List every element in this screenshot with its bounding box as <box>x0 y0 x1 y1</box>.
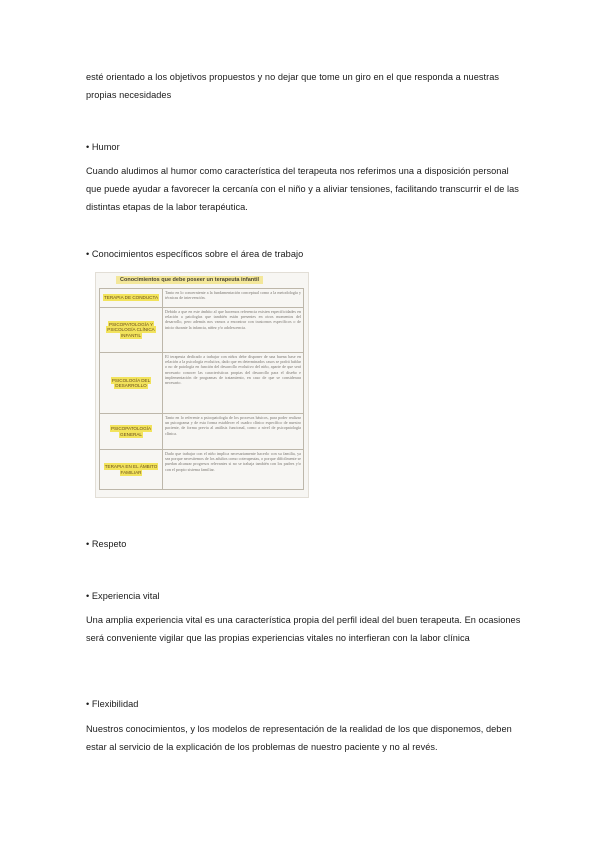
conocimientos-heading: • Conocimientos específicos sobre el área de trabajo <box>86 245 526 263</box>
humor-paragraph: Cuando aludimos al humor como característica del terapeuta nos referimos una a disposición personal que puede ayudar a favorecer la cercanía con el niño y a aliviar tensiones, facilitando transcurrir el de las distintas etapas de la labor terapéutica. <box>86 166 519 212</box>
flexibilidad-heading: • Flexibilidad <box>86 695 526 713</box>
row-description: Tanto en lo concerniente a la fundamentación conceptual como a la metodología y técnicas de intervención. <box>163 289 304 308</box>
flexibilidad-paragraph: Nuestros conocimientos, y los modelos de representación de la realidad de los que disponemos, deben estar al servicio de la explicación de los problemas de nuestro paciente y no al revés. <box>86 724 512 752</box>
row-category: TERAPIA DE CONDUCTA <box>103 295 159 301</box>
table-row <box>100 308 304 353</box>
humor-heading: • Humor <box>86 138 526 156</box>
intro-paragraph: esté orientado a los objetivos propuestos y no dejar que tome un giro en el que responda a nuestras propias necesidades <box>86 72 500 100</box>
knowledge-table <box>99 288 304 490</box>
experiencia-heading: • Experiencia vital <box>86 587 526 605</box>
row-description: Tanto en lo referente a psicopatología de los procesos básicos, para poder realizar un psicograma y de esta forma establecer el cuadro clínico específico de nuestro paciente, de forma previa al análisis funcional, como a nivel de psicopatología clínica. <box>163 414 304 450</box>
row-category: PSICOPATOLOGÍA GENERAL <box>110 426 152 437</box>
figure-title: Conocimientos que debe poseer un terapeuta infantil <box>116 276 263 284</box>
table-row <box>100 353 304 414</box>
experiencia-paragraph: Una amplia experiencia vital es una característica propia del perfil ideal del buen terapeuta. En ocasiones será conveniente vigilar que las propias experiencias vitales no interfieran con la labor clínica <box>86 615 521 643</box>
row-category: PSICOLOGÍA DEL DESARROLLO <box>111 377 151 388</box>
row-description: Dado que trabajar con el niño implica necesariamente hacerlo con su familia, ya sea porque necesitemos de los adultos como coterapeutas, o porque difícilmente se puedan alcanzar progresos relevantes si no se trabaja también con los padres y/o con el propio sistema familiar. <box>163 450 304 490</box>
respeto-heading: • Respeto <box>86 535 526 553</box>
row-category: PSICOPATOLOGÍA Y PSICOLOGÍA CLÍNICA INFANTIL <box>107 321 155 338</box>
table-row <box>100 450 304 490</box>
row-description: Debido a que en este ámbito al que hacemos referencia existen especificidades en relación a patologías que también están presentes en otros momentos del desarrollo, pero además nos vamos a encontrar con trastornos específicos o de inicio durante la infancia, niñez y/o adolescencia. <box>163 308 304 353</box>
table-row <box>100 414 304 450</box>
row-category: TERAPIA EN EL ÁMBITO FAMILIAR <box>104 464 158 475</box>
table-row <box>100 289 304 308</box>
row-description: El terapeuta dedicado a trabajar con niños debe disponer de una buena base en relación a la psicología evolutiva, dado que en determinados casos se podrá hablar o no de patología en función del desarrollo evolutivo del niño, aparte de que será necesario conocer las características propias del desarrollo para el diseño e implementación de programas de tratamiento, en caso de que se considerara necesario. <box>163 353 304 414</box>
knowledge-figure <box>95 272 309 498</box>
